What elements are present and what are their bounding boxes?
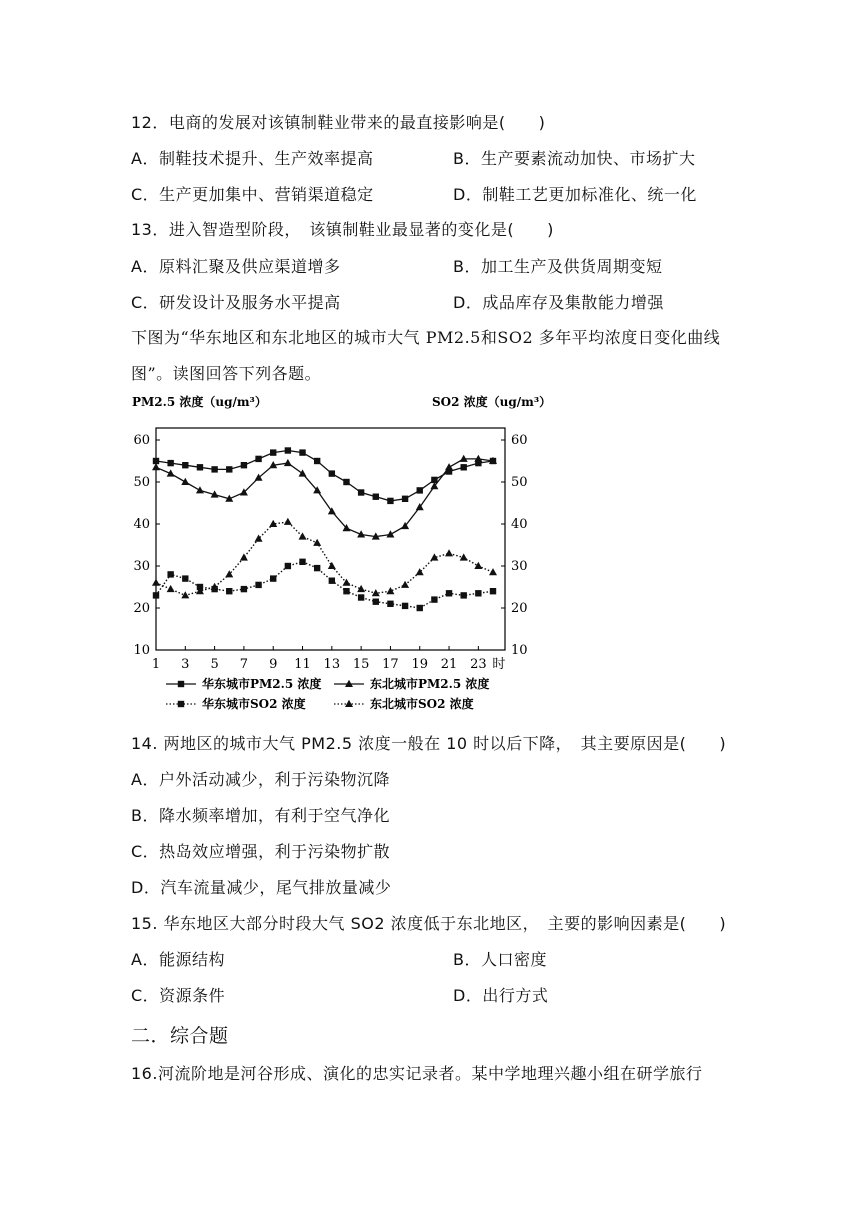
series-line <box>156 459 493 537</box>
legend-item <box>166 696 306 711</box>
y-tick-label-right: 50 <box>511 475 528 490</box>
q15-option-c: C．资源条件 <box>131 986 226 1005</box>
data-point <box>343 479 349 485</box>
data-point <box>153 592 159 598</box>
q13-option-d: D．成品库存及集散能力增强 <box>453 293 664 312</box>
pm25-so2-chart <box>122 388 552 718</box>
y-tick-label-left: 60 <box>133 433 150 448</box>
q12-option-c: C．生产更加集中、营销渠道稳定 <box>131 185 374 204</box>
x-tick-label: 17 <box>382 657 399 672</box>
right-axis-label: SO2 浓度（ug/m³） <box>432 395 552 409</box>
data-point <box>358 594 364 600</box>
data-point <box>431 596 437 602</box>
data-point <box>299 449 305 455</box>
data-point <box>285 447 291 453</box>
data-point <box>445 549 453 556</box>
data-point <box>182 462 188 468</box>
data-point <box>211 466 217 472</box>
data-point <box>285 563 291 569</box>
legend-label: 华东城市PM2.5 浓度 <box>202 677 322 691</box>
q14-option-d: D．汽车流量减少，尾气排放量减少 <box>131 878 392 897</box>
legend-swatch-marker <box>178 681 184 687</box>
q15-stem: 15. 华东地区大部分时段大气 SO2 浓度低于东北地区， 主要的影响因素是( ) <box>131 914 727 933</box>
data-point <box>270 449 276 455</box>
q15-option-b: B．人口密度 <box>453 950 547 969</box>
legend-item <box>166 676 321 691</box>
data-point <box>270 575 276 581</box>
data-point <box>475 590 481 596</box>
data-point <box>197 464 203 470</box>
data-point <box>329 578 335 584</box>
data-point <box>329 470 335 476</box>
data-point <box>167 585 175 592</box>
data-point <box>240 553 248 560</box>
data-point <box>417 605 423 611</box>
data-point <box>152 579 160 586</box>
series-3 <box>153 559 496 612</box>
x-tick-label: 9 <box>269 657 278 672</box>
data-point <box>387 601 393 607</box>
x-tick-label: 7 <box>239 657 249 672</box>
q13-stem: 13．进入智造型阶段， 该镇制鞋业最显著的变化是( ) <box>131 220 554 239</box>
series-1 <box>153 447 496 504</box>
x-tick-label: 11 <box>294 657 311 672</box>
data-point <box>402 496 408 502</box>
y-tick-label-right: 30 <box>511 559 528 574</box>
x-tick-label: 1 <box>151 657 161 672</box>
data-point <box>490 588 496 594</box>
data-point <box>255 456 261 462</box>
q12-stem: 12．电商的发展对该镇制鞋业带来的最直接影响是( ) <box>131 113 546 132</box>
x-tick-label: 21 <box>440 657 458 672</box>
legend <box>166 676 489 711</box>
data-point <box>373 494 379 500</box>
series-line <box>156 562 493 608</box>
legend-label: 华东城市SO2 浓度 <box>202 697 306 711</box>
data-point <box>167 460 173 466</box>
y-tick-label-right: 20 <box>511 601 528 616</box>
q14-option-c: C．热岛效应增强，利于污染物扩散 <box>131 842 391 861</box>
data-point <box>181 478 189 485</box>
legend-label: 东北城市PM2.5 浓度 <box>370 677 490 691</box>
y-tick-label-left: 40 <box>133 517 150 532</box>
data-point <box>328 562 336 569</box>
data-point <box>314 458 320 464</box>
legend-swatch-marker <box>178 701 184 707</box>
data-point <box>167 571 173 577</box>
data-point <box>182 575 188 581</box>
x-unit-label: 时 <box>492 657 506 672</box>
data-point <box>299 559 305 565</box>
axes <box>133 433 527 672</box>
q14-stem: 14. 两地区的城市大气 PM2.5 浓度一般在 10 时以后下降， 其主要原因是( ) <box>131 734 727 753</box>
data-point <box>196 486 204 493</box>
plot-frame <box>156 428 505 650</box>
q13-option-b: B．加工生产及供货周期变短 <box>453 257 663 276</box>
y-tick-label-right: 10 <box>511 643 528 658</box>
data-point <box>358 489 364 495</box>
intro-line-1: 下图为“华东地区和东北地区的城市大气 PM2.5和SO2 多年平均浓度日变化曲线 <box>131 328 721 347</box>
y-tick-label-right: 60 <box>511 433 528 448</box>
data-point <box>386 530 394 537</box>
data-point <box>314 565 320 571</box>
q12-option-a: A．制鞋技术提升、生产效率提高 <box>131 149 374 168</box>
intro-line-2: 图”。读图回答下列各题。 <box>131 364 322 383</box>
q16-stem: 16.河流阶地是河谷形成、演化的忠实记录者。某中学地理兴趣小组在研学旅行 <box>131 1064 703 1083</box>
data-point <box>225 570 233 577</box>
data-point <box>460 464 466 470</box>
y-tick-label-left: 10 <box>133 643 150 658</box>
x-tick-label: 3 <box>181 657 190 672</box>
series-line <box>156 522 493 596</box>
q12-option-d: D．制鞋工艺更加标准化、统一化 <box>453 185 697 204</box>
left-axis-label: PM2.5 浓度（ug/m³） <box>132 395 267 409</box>
data-point <box>255 535 263 542</box>
data-point <box>474 562 482 569</box>
data-point <box>460 592 466 598</box>
data-point <box>373 599 379 605</box>
section-title: 二．综合题 <box>131 1025 229 1047</box>
y-tick-label-left: 20 <box>133 601 150 616</box>
data-point <box>226 466 232 472</box>
data-point <box>241 586 247 592</box>
x-tick-label: 23 <box>470 657 487 672</box>
data-point <box>489 568 497 575</box>
x-tick-label: 13 <box>323 657 341 672</box>
series-layer <box>152 447 497 611</box>
legend-item <box>334 696 474 711</box>
x-tick-label: 5 <box>210 657 219 672</box>
legend-item <box>334 676 489 691</box>
series-4 <box>152 518 497 599</box>
data-point <box>299 532 307 539</box>
data-point <box>241 462 247 468</box>
x-tick-label: 15 <box>352 657 370 672</box>
data-point <box>402 603 408 609</box>
q13-option-a: A．原料汇聚及供应渠道增多 <box>131 257 341 276</box>
data-point <box>343 588 349 594</box>
data-point <box>387 498 393 504</box>
data-point <box>445 463 453 470</box>
y-tick-label-left: 50 <box>133 475 150 490</box>
q15-option-d: D．出行方式 <box>453 986 549 1005</box>
q14-option-a: A．户外活动减少，利于污染物沉降 <box>131 770 390 789</box>
q12-option-b: B．生产要素流动加快、市场扩大 <box>453 149 696 168</box>
q13-option-c: C．研发设计及服务水平提高 <box>131 293 341 312</box>
q14-option-b: B．降水频率增加，有利于空气净化 <box>131 806 390 825</box>
data-point <box>255 582 261 588</box>
data-point <box>299 469 307 476</box>
x-tick-label: 19 <box>411 657 429 672</box>
data-point <box>416 568 424 575</box>
q15-option-a: A．能源结构 <box>131 950 225 969</box>
data-point <box>284 459 292 466</box>
y-tick-label-right: 40 <box>511 517 528 532</box>
data-point <box>226 588 232 594</box>
data-point <box>417 487 423 493</box>
data-point <box>446 590 452 596</box>
data-point <box>284 518 292 525</box>
legend-label: 东北城市SO2 浓度 <box>370 697 474 711</box>
y-tick-label-left: 30 <box>133 559 150 574</box>
